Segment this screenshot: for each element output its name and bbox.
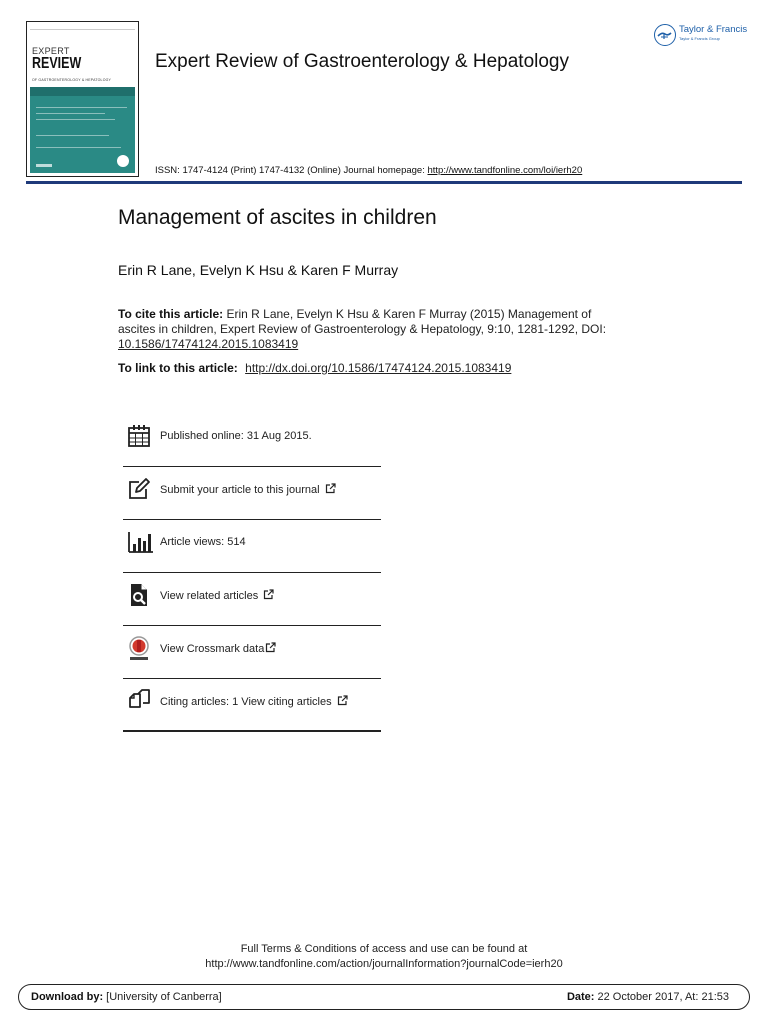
- article-views-label: Article views: 514: [160, 536, 246, 548]
- related-articles-row[interactable]: [123, 573, 381, 626]
- submit-article-label: Submit your article to this journal: [160, 484, 320, 496]
- cover-expert-text: EXPERT: [32, 46, 70, 56]
- crossmark-label: View Crossmark data: [160, 643, 265, 655]
- article-title: Management of ascites in children: [118, 206, 437, 229]
- article-views-row: [123, 520, 381, 573]
- article-link-line: [118, 361, 511, 375]
- cite-label: To cite this article:: [118, 307, 224, 321]
- cover-top-line: [30, 25, 135, 30]
- citing-articles-link[interactable]: [160, 695, 348, 709]
- cover-subtitle: OF GASTROENTEROLOGY & HEPATOLOGY: [32, 78, 112, 82]
- publisher-group: Taylor & Francis Group: [679, 36, 720, 41]
- download-date: [567, 991, 729, 1003]
- journal-homepage-link[interactable]: http://www.tandfonline.com/loi/ierh20: [427, 165, 583, 176]
- cover-teal-panel: [30, 87, 135, 173]
- cite-text: Erin R Lane, Evelyn K Hsu & Karen F Murray (2015) Management of ascites in children, Expert Review of Gastroenterology & Hepatology, 9:10, 1281-1292, DOI:: [118, 307, 607, 336]
- article-authors: Erin R Lane, Evelyn K Hsu & Karen F Murray: [118, 262, 399, 278]
- crossmark-row[interactable]: [123, 626, 381, 679]
- cover-review-text: REVIEW: [32, 55, 82, 72]
- external-link-icon: [337, 695, 348, 709]
- download-bar: [18, 984, 750, 1010]
- citing-articles-row[interactable]: [123, 679, 381, 732]
- publisher-name: Taylor & Francis: [679, 24, 748, 35]
- terms-link[interactable]: http://www.tandfonline.com/action/journalInformation?journalCode=ierh20: [205, 958, 563, 970]
- external-link-icon: [325, 483, 336, 497]
- search-document-icon: [127, 583, 151, 607]
- cover-circle: [117, 155, 129, 167]
- bar-chart-icon: [127, 530, 151, 554]
- terms-notice: [0, 942, 768, 972]
- article-info-list: [123, 414, 381, 732]
- download-value: [University of Canberra]: [106, 991, 222, 1003]
- date-value: 22 October 2017, At: 21:53: [597, 991, 729, 1003]
- external-link-icon: [265, 642, 276, 656]
- link-label: To link to this article:: [118, 361, 238, 375]
- submit-article-row[interactable]: [123, 467, 381, 520]
- citing-articles-label: Citing articles: 1 View citing articles: [160, 696, 332, 708]
- taylor-francis-emblem-icon: [654, 24, 676, 46]
- crossmark-link[interactable]: [160, 642, 276, 656]
- header-divider: [26, 181, 742, 184]
- journal-cover: [26, 21, 139, 177]
- citation-block: [118, 307, 618, 352]
- article-doi-link[interactable]: http://dx.doi.org/10.1586/17474124.2015.1083419: [245, 361, 512, 375]
- cite-doi-link[interactable]: 10.1586/17474124.2015.1083419: [118, 337, 299, 351]
- calendar-icon: [127, 424, 151, 448]
- external-link-icon: [263, 589, 274, 603]
- related-articles-label: View related articles: [160, 590, 259, 602]
- edit-icon: [127, 477, 151, 501]
- terms-line-1: Full Terms & Conditions of access and use can be found at: [240, 943, 528, 955]
- crossmark-icon: [127, 636, 151, 660]
- date-label: Date:: [566, 991, 595, 1003]
- download-info: [31, 991, 222, 1003]
- journal-title: Expert Review of Gastroenterology & Hepatology: [155, 51, 569, 72]
- taylor-francis-logo[interactable]: [654, 22, 746, 48]
- issn-text: ISSN: 1747-4124 (Print) 1747-4132 (Online) Journal homepage:: [155, 165, 425, 176]
- citing-articles-icon: [127, 689, 151, 713]
- download-label: Download by:: [31, 991, 104, 1003]
- submit-article-link[interactable]: [160, 483, 336, 497]
- published-online-label: Published online: 31 Aug 2015.: [160, 430, 312, 442]
- published-online-row: [123, 414, 381, 467]
- issn-line: [155, 165, 582, 176]
- related-articles-link[interactable]: [160, 589, 274, 603]
